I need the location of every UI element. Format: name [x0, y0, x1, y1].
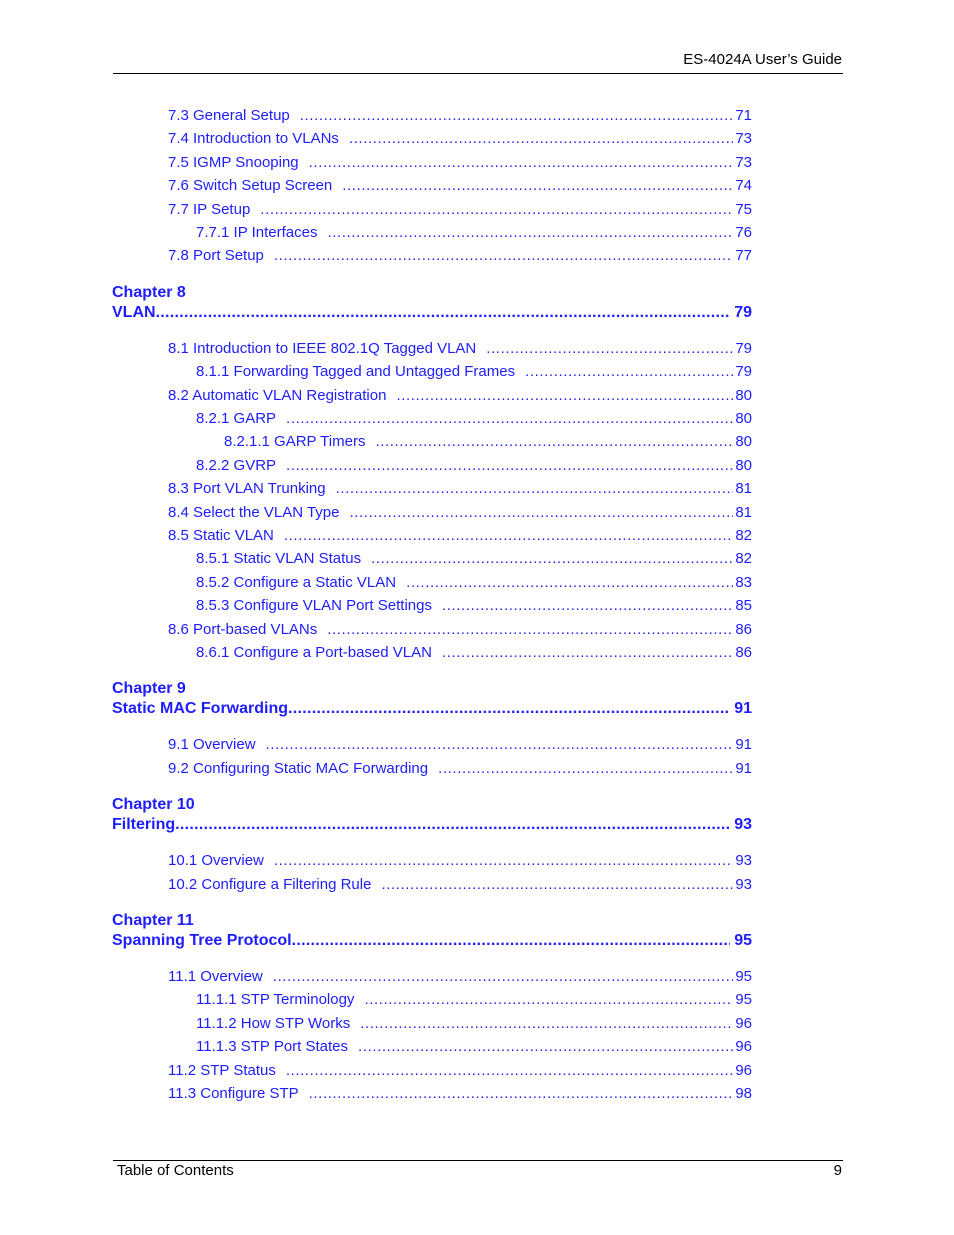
dot-leader — [273, 968, 734, 985]
toc-entry-page: 80 — [735, 433, 752, 451]
dot-leader — [327, 621, 733, 638]
toc-entry-label: 8.5.1 Static VLAN Status — [196, 550, 362, 568]
toc-entry-label: 7.8 Port Setup — [168, 247, 264, 265]
dot-leader — [284, 527, 733, 544]
dot-leader — [286, 1062, 733, 1079]
chapter-page: 95 — [734, 932, 752, 949]
toc-entry-label: 8.2.1 GARP — [196, 410, 277, 427]
chapter-title: Spanning Tree Protocol — [112, 932, 292, 949]
toc-entry[interactable] — [196, 363, 752, 383]
toc-entry-label: 8.3 Port VLAN Trunking — [168, 480, 326, 498]
dot-leader — [350, 504, 734, 521]
toc-entry[interactable] — [168, 130, 752, 150]
dot-leader — [309, 154, 734, 171]
footer-page-number: 9 — [833, 1162, 842, 1179]
toc-entry-label: 11.3 Configure STP — [168, 1085, 299, 1102]
toc-entry-page: 93 — [735, 852, 752, 870]
dot-leader — [286, 457, 733, 474]
toc-entry-label: 8.2.2 GVRP — [196, 456, 277, 474]
toc-entry[interactable] — [196, 597, 752, 617]
dot-leader — [156, 304, 731, 322]
toc-entry[interactable] — [196, 991, 752, 1011]
toc-entry-page: 80 — [735, 386, 752, 404]
toc-entry[interactable] — [196, 1038, 752, 1058]
toc-entry[interactable] — [196, 410, 752, 430]
dot-leader — [364, 991, 733, 1008]
toc-entry-page: 91 — [735, 759, 752, 777]
toc-entry[interactable] — [168, 876, 752, 896]
toc-entry-page: 75 — [735, 200, 752, 218]
toc-entry-label: 7.4 Introduction to VLANs — [168, 130, 339, 148]
header-rule — [113, 73, 843, 74]
dot-leader — [381, 876, 733, 893]
dot-leader — [327, 224, 733, 241]
toc-entry[interactable] — [168, 736, 752, 756]
dot-leader — [300, 107, 734, 124]
chapter-number: Chapter 9 — [112, 680, 186, 698]
page-header-title: ES-4024A User’s Guide — [683, 51, 842, 68]
toc-entry[interactable] — [196, 457, 752, 477]
toc-entry[interactable] — [168, 1085, 752, 1105]
toc-entry[interactable] — [168, 1062, 752, 1082]
dot-leader — [486, 340, 733, 357]
toc-entry-page: 85 — [735, 597, 752, 615]
toc-entry-page: 86 — [735, 644, 752, 661]
dot-leader — [292, 932, 731, 950]
chapter-title: Static MAC Forwarding — [112, 700, 289, 718]
toc-entry-label: 10.1 Overview — [168, 852, 264, 870]
toc-entry[interactable] — [196, 574, 752, 594]
toc-entry-page: 80 — [735, 410, 752, 427]
toc-entry-page: 98 — [735, 1085, 752, 1102]
toc-entry-label: 8.1 Introduction to IEEE 802.1Q Tagged VLAN — [168, 339, 477, 357]
toc-entry-label: 7.5 IGMP Snooping — [168, 153, 299, 171]
toc-entry-page: 91 — [735, 736, 752, 754]
dot-leader — [442, 644, 733, 661]
toc-entry-label: 11.1.1 STP Terminology — [196, 991, 355, 1009]
toc-entry-page: 79 — [735, 363, 752, 381]
dot-leader — [260, 201, 733, 218]
toc-entry-label: 11.2 STP Status — [168, 1061, 276, 1079]
toc-entry-label: 8.2 Automatic VLAN Registration — [168, 386, 387, 404]
toc-entry-page: 82 — [735, 550, 752, 568]
toc-entry[interactable] — [168, 247, 752, 267]
chapter-title-link[interactable] — [112, 816, 752, 834]
chapter-title-link[interactable] — [112, 700, 752, 718]
toc-entry[interactable] — [168, 480, 752, 500]
toc-entry-page: 71 — [735, 107, 752, 124]
toc-entry[interactable] — [168, 527, 752, 547]
dot-leader — [288, 700, 730, 718]
toc-entry-label: 9.2 Configuring Static MAC Forwarding — [168, 759, 429, 777]
dot-leader — [342, 177, 733, 194]
toc-entry[interactable] — [196, 644, 752, 664]
toc-entry-label: 7.7 IP Setup — [168, 200, 251, 218]
toc-entry-page: 96 — [735, 1038, 752, 1056]
dot-leader — [525, 363, 733, 380]
toc-entry-page: 74 — [735, 177, 752, 195]
toc-entry[interactable] — [196, 224, 752, 244]
toc-entry[interactable] — [168, 201, 752, 221]
toc-entry-page: 95 — [735, 991, 752, 1009]
toc-entry-label: 8.5 Static VLAN — [168, 527, 274, 544]
toc-entry-label: 8.1.1 Forwarding Tagged and Untagged Frames — [196, 363, 516, 381]
toc-entry[interactable] — [224, 433, 752, 453]
toc-entry-label: 8.6.1 Configure a Port-based VLAN — [196, 644, 432, 661]
dot-leader — [274, 247, 733, 264]
dot-leader — [360, 1015, 733, 1032]
toc-entry-label: 8.4 Select the VLAN Type — [168, 503, 340, 521]
toc-entry-page: 81 — [735, 480, 752, 498]
toc-entry[interactable] — [168, 852, 752, 872]
dot-leader — [358, 1038, 733, 1055]
dot-leader — [266, 736, 734, 753]
toc-entry-page: 96 — [735, 1061, 752, 1079]
toc-entry-label: 7.3 General Setup — [168, 107, 290, 124]
toc-entry-label: 7.6 Switch Setup Screen — [168, 177, 333, 195]
toc-entry-page: 77 — [735, 247, 752, 265]
chapter-number: Chapter 8 — [112, 283, 186, 301]
toc-entry-label: 11.1.3 STP Port States — [196, 1038, 349, 1056]
toc-entry[interactable] — [168, 760, 752, 780]
toc-entry[interactable] — [196, 1015, 752, 1035]
toc-entry-page: 80 — [735, 456, 752, 474]
toc-entry-label: 10.2 Configure a Filtering Rule — [168, 875, 372, 893]
toc-entry-page: 76 — [735, 224, 752, 241]
toc-entry-label: 11.1.2 How STP Works — [196, 1014, 351, 1032]
toc-entry[interactable] — [168, 177, 752, 197]
toc-entry-label: 8.2.1.1 GARP Timers — [224, 433, 366, 451]
chapter-number: Chapter 11 — [112, 912, 194, 929]
chapter-number: Chapter 10 — [112, 796, 195, 814]
chapter-page: 79 — [734, 303, 752, 321]
dot-leader — [406, 574, 733, 591]
dot-leader — [375, 433, 733, 450]
chapter-page: 91 — [734, 700, 752, 718]
chapter-title-link[interactable] — [112, 932, 752, 950]
toc-entry[interactable] — [168, 621, 752, 641]
toc-entry-page: 73 — [735, 153, 752, 171]
toc-entry-page: 86 — [735, 620, 752, 638]
toc-entry[interactable] — [168, 340, 752, 360]
dot-leader — [442, 597, 733, 614]
toc-entry-page: 81 — [735, 503, 752, 521]
toc-entry[interactable] — [168, 107, 752, 127]
toc-entry-page: 83 — [735, 573, 752, 591]
dot-leader — [274, 852, 733, 869]
toc-entry-label: 8.5.3 Configure VLAN Port Settings — [196, 597, 432, 615]
toc-entry-label: 8.6 Port-based VLANs — [168, 620, 318, 638]
dot-leader — [175, 816, 730, 834]
chapter-title: Filtering — [112, 816, 176, 834]
toc-entry-page: 73 — [735, 130, 752, 148]
toc-entry-label: 7.7.1 IP Interfaces — [196, 224, 318, 241]
toc-entry-label: 9.1 Overview — [168, 736, 256, 754]
dot-leader — [371, 550, 733, 567]
dot-leader — [286, 410, 733, 427]
toc-entry-page: 96 — [735, 1014, 752, 1032]
dot-leader — [438, 760, 733, 777]
chapter-title: VLAN — [112, 303, 156, 321]
toc-entry-page: 95 — [735, 968, 752, 985]
chapter-title-link[interactable] — [112, 304, 752, 322]
toc-entry-label: 11.1 Overview — [168, 968, 263, 985]
toc-entry[interactable] — [168, 154, 752, 174]
dot-leader — [396, 387, 733, 404]
toc-entry-label: 8.5.2 Configure a Static VLAN — [196, 573, 397, 591]
dot-leader — [349, 130, 733, 147]
toc-entry[interactable] — [168, 504, 752, 524]
footer-section-label: Table of Contents — [117, 1162, 234, 1179]
dot-leader — [309, 1085, 734, 1102]
toc-entry[interactable] — [168, 387, 752, 407]
toc-entry-page: 93 — [735, 875, 752, 893]
dot-leader — [336, 480, 734, 497]
toc-entry-page: 79 — [735, 339, 752, 357]
toc-entry[interactable] — [168, 968, 752, 988]
toc-entry[interactable] — [196, 550, 752, 570]
chapter-page: 93 — [734, 816, 752, 834]
footer-rule — [113, 1160, 843, 1161]
toc-entry-page: 82 — [735, 527, 752, 544]
